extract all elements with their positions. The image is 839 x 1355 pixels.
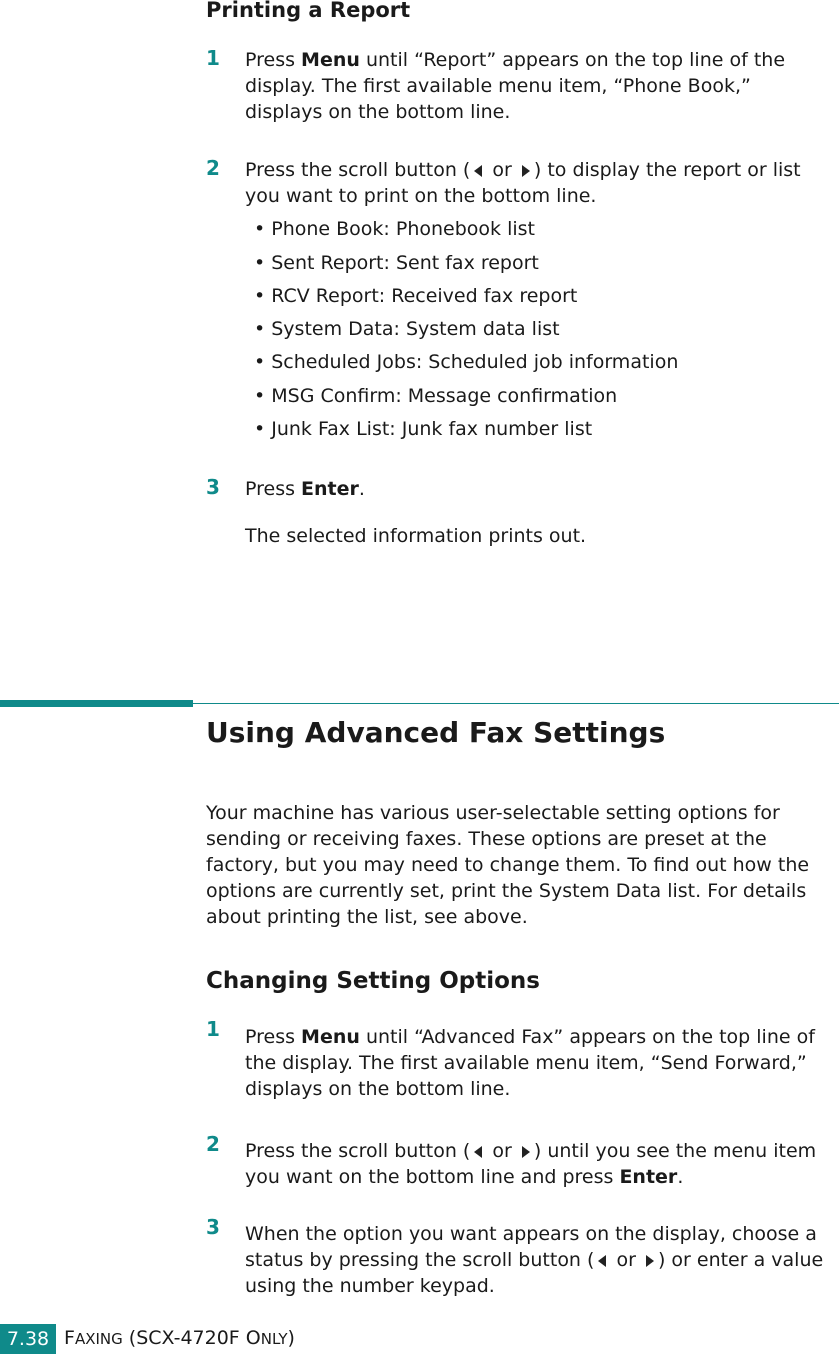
step-number: 3 bbox=[206, 1215, 220, 1239]
list-item: • Scheduled Jobs: Scheduled job information bbox=[254, 351, 679, 373]
section-divider-line bbox=[193, 703, 839, 704]
step-text: Press Menu until “Report” appears on the top line of the display. The first available menu item, “Phone Book,” displays on the bottom line. bbox=[245, 49, 786, 123]
step-number: 2 bbox=[206, 1132, 220, 1156]
list-item: • Sent Report: Sent fax report bbox=[254, 252, 539, 274]
section-divider-bar bbox=[0, 700, 193, 707]
list-item: • Phone Book: Phonebook list bbox=[254, 218, 535, 240]
arrow-left-icon bbox=[474, 1146, 482, 1158]
arrow-left-icon bbox=[598, 1255, 606, 1267]
subsection-heading: Changing Setting Options bbox=[206, 968, 540, 994]
step-text: Press the scroll button ( or ) until you see the menu item you want on the bottom line and press Enter. bbox=[245, 1140, 817, 1188]
arrow-right-icon bbox=[646, 1255, 654, 1267]
step-text: Press Menu until “Advanced Fax” appears on the top line of the display. The first available menu item, “Send Forward,” displays on the bottom line. bbox=[245, 1026, 815, 1100]
list-item: • RCV Report: Received fax report bbox=[254, 285, 578, 307]
step-number: 1 bbox=[206, 46, 220, 70]
list-item: • MSG Confirm: Message confirmation bbox=[254, 385, 618, 407]
intro-paragraph: Your machine has various user-selectable setting options for sending or receiving faxes. These options are preset at the factory, but you may need to change them. To find out how the options are currently set, print the System Data list. For details about printing the list, see above. bbox=[206, 802, 810, 928]
step-result: The selected information prints out. bbox=[245, 525, 587, 547]
step-number: 1 bbox=[206, 1017, 220, 1041]
page-title: Using Advanced Fax Settings bbox=[206, 716, 666, 749]
step-text: When the option you want appears on the display, choose a status by pressing the scroll button ( or ) or enter a value using the number keypad. bbox=[245, 1223, 824, 1297]
chapter-title: FAXING (SCX-4720F ONLY) bbox=[64, 1327, 295, 1349]
step-number: 3 bbox=[206, 475, 220, 499]
page-number: 7.38 bbox=[0, 1324, 56, 1354]
arrow-right-icon bbox=[522, 165, 530, 177]
step-text: Press the scroll button ( or ) to display the report or list you want to print on the bottom line. bbox=[245, 159, 801, 207]
section-heading-printing-report: Printing a Report bbox=[206, 0, 411, 22]
arrow-left-icon bbox=[474, 165, 482, 177]
step-text: Press Enter. bbox=[245, 478, 365, 500]
step-number: 2 bbox=[206, 156, 220, 180]
list-item: • Junk Fax List: Junk fax number list bbox=[254, 418, 593, 440]
list-item: • System Data: System data list bbox=[254, 318, 560, 340]
arrow-right-icon bbox=[522, 1146, 530, 1158]
